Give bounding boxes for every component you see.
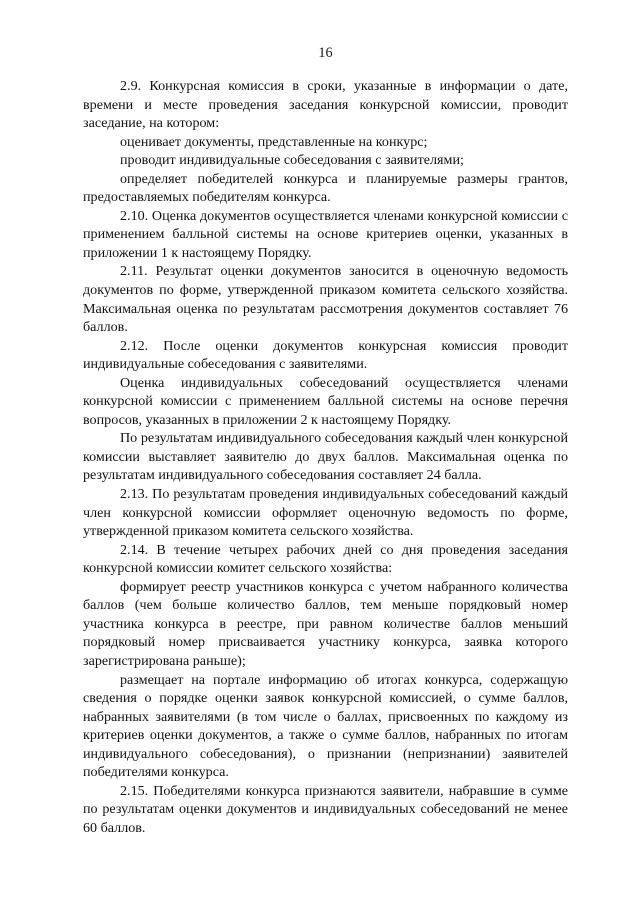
paragraph-interview-results: По результатам индивидуального собеседования каждый член конкурсной комиссии выставляет заявителю до двух баллов. Максимальная оценка по результатам индивидуального собеседования составляет 24 балла.: [83, 430, 568, 484]
paragraph-2-9: 2.9. Конкурсная комиссия в сроки, указанные в информации о дате, времени и месте проведения заседания конкурсной комиссии, проводит заседание, на котором:: [83, 78, 568, 132]
paragraph-2-10: 2.10. Оценка документов осуществляется членами конкурсной комиссии с применением балльной системы на основе критериев оценки, указанных в приложении 1 к настоящему Порядку.: [83, 207, 568, 261]
paragraph-item-evaluates-documents: оценивает документы, представленные на конкурс;: [120, 133, 428, 150]
paragraph-2-12: 2.12. После оценки документов конкурсная комиссия проводит индивидуальные собеседования с заявителями.: [83, 337, 568, 373]
paragraph-2-15: 2.15. Победителями конкурса признаются заявители, набравшие в сумме по результатам оценки документов и индивидуальных собеседований не менее 60 баллов.: [83, 782, 568, 836]
document-body: [83, 77, 568, 837]
paragraph-2-14: 2.14. В течение четырех рабочих дней со дня проведения заседания конкурсной комиссии комитет сельского хозяйства:: [83, 541, 568, 577]
paragraph-item-determines-winners: определяет победителей конкурса и планируемые размеры грантов, предоставляемых победителям конкурса.: [83, 170, 568, 206]
paragraph-item-interviews: проводит индивидуальные собеседования с заявителями;: [120, 152, 464, 169]
paragraph-2-13: 2.13. По результатам проведения индивидуальных собеседований каждый член конкурсной комиссии оформляет оценочную ведомость по форме, утвержденной приказом комитета сельского хозяйства.: [83, 486, 568, 540]
page-number: 16: [318, 45, 333, 61]
paragraph-interview-evaluation: Оценка индивидуальных собеседований осуществляется членами конкурсной комиссии с применением балльной системы на основе перечня вопросов, указанных в приложении 2 к настоящему Порядку.: [83, 374, 568, 428]
paragraph-item-publishes-results: размещает на портале информацию об итогах конкурса, содержащую сведения о порядке оценки заявок конкурсной комиссией, о сумме баллов, набранных заявителями (в том числе о баллах, присвоенных по каждому из критериев оценки документов, а также о сумме баллов, набранных по итогам индивидуального собеседования), о признании (непризнании) заявителей победителями конкурса.: [83, 671, 568, 781]
paragraph-2-11: 2.11. Результат оценки документов заносится в оценочную ведомость документов по форме, утвержденной приказом комитета сельского хозяйства. Максимальная оценка по результатам рассмотрения документов составляет 76 баллов.: [83, 263, 568, 336]
paragraph-item-forms-registry: формирует реестр участников конкурса с учетом набранного количества баллов (чем больше количество баллов, тем меньше порядковый номер участника конкурса в реестре, при равном количестве баллов меньший порядковый номер присваивается участнику конкурса, заявка которого зарегистрирована раньше);: [83, 578, 568, 669]
